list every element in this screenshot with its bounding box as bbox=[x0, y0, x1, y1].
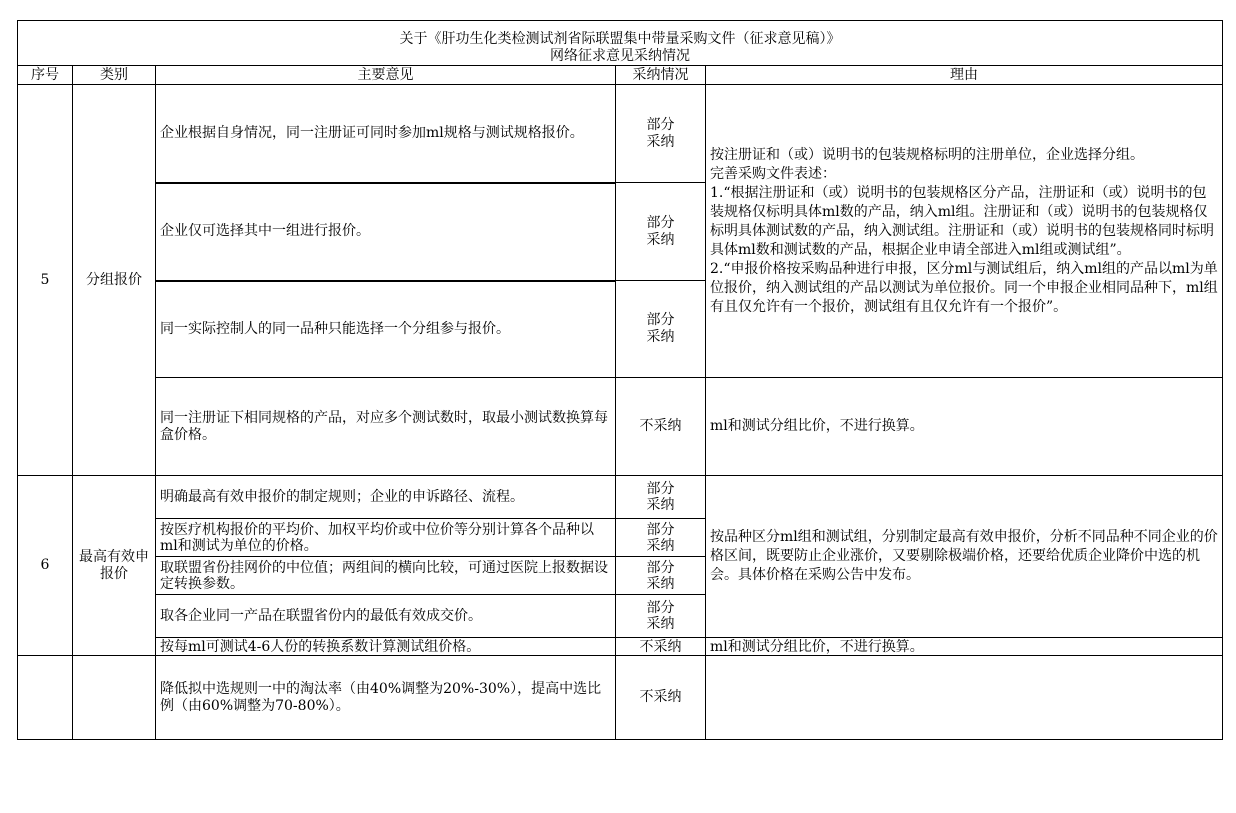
table-title bbox=[18, 21, 1223, 66]
reason-cell bbox=[706, 656, 1223, 740]
opinion-cell: 按医疗机构报价的平均价、加权平均价或中位价等分别计算各个品种以ml和测试为单位的价格。 bbox=[156, 519, 616, 557]
status-cell: 部分 采纳 bbox=[616, 595, 706, 638]
status-cell: 部分 采纳 bbox=[616, 476, 706, 519]
opinion-cell: 取各企业同一产品在联盟省份内的最低有效成交价。 bbox=[156, 595, 616, 638]
reason-paragraph: 2.“申报价格按采购品种进行申报，区分ml与测试组后，纳入ml组的产品以ml为单位报价，纳入测试组的产品以测试为单位报价。同一个申报企业相同品种下，ml组有且仅允许有一个报价，测试组有且仅允许有一个报价”。 bbox=[710, 260, 1218, 315]
opinion-cell: 同一实际控制人的同一品种只能选择一个分组参与报价。 bbox=[156, 281, 616, 378]
reason-paragraph: 完善采购文件表述： bbox=[710, 165, 836, 182]
status-cell: 部分 采纳 bbox=[616, 557, 706, 595]
reason-cell: 按品种区分ml组和测试组，分别制定最高有效申报价，分析不同品种不同企业的价格区间，既要防止企业涨价，又要剔除极端价格，还要给优质企业降价中选的机会。具体价格在采购公告中发布。 bbox=[706, 476, 1223, 638]
status-cell: 不采纳 bbox=[616, 638, 706, 656]
status-cell: 部分 采纳 bbox=[616, 519, 706, 557]
opinion-cell: 同一注册证下相同规格的产品，对应多个测试数时，取最小测试数换算每盒价格。 bbox=[156, 378, 616, 476]
opinion-cell: 企业仅可选择其中一组进行报价。 bbox=[156, 183, 616, 281]
row-number: 6 bbox=[18, 476, 73, 656]
row-number bbox=[18, 656, 73, 740]
category-cell: 分组报价 bbox=[73, 85, 156, 476]
opinion-cell: 按每ml可测试4-6人份的转换系数计算测试组价格。 bbox=[156, 638, 616, 656]
status-cell: 部分 采纳 bbox=[616, 183, 706, 281]
reason-cell: ml和测试分组比价，不进行换算。 bbox=[706, 378, 1223, 476]
title-line-1: 关于《肝功生化类检测试剂省际联盟集中带量采购文件（征求意见稿）》 bbox=[399, 31, 841, 47]
category-cell bbox=[73, 656, 156, 740]
opinion-cell: 明确最高有效申报价的制定规则；企业的申诉路径、流程。 bbox=[156, 476, 616, 519]
header-category: 类别 bbox=[73, 66, 156, 85]
category-cell: 最高有效申报价 bbox=[73, 476, 156, 656]
reason-paragraph: 按注册证和（或）说明书的包装规格标明的注册单位，企业选择分组。 bbox=[710, 146, 1144, 163]
header-opinion: 主要意见 bbox=[156, 66, 616, 85]
opinion-cell: 取联盟省份挂网价的中位值；两组间的横向比较，可通过医院上报数据设定转换参数。 bbox=[156, 557, 616, 595]
reason-cell: ml和测试分组比价，不进行换算。 bbox=[706, 638, 1223, 656]
status-cell: 部分 采纳 bbox=[616, 281, 706, 378]
reason-cell bbox=[706, 85, 1223, 378]
opinion-cell: 降低拟中选规则一中的淘汰率（由40%调整为20%-30%），提高中选比例（由60%调整为70-80%）。 bbox=[156, 656, 616, 740]
header-no: 序号 bbox=[18, 66, 73, 85]
status-cell: 不采纳 bbox=[616, 656, 706, 740]
row-number: 5 bbox=[18, 85, 73, 476]
opinion-table bbox=[17, 20, 1223, 740]
status-cell: 不采纳 bbox=[616, 378, 706, 476]
status-cell: 部分 采纳 bbox=[616, 85, 706, 183]
header-status: 采纳情况 bbox=[616, 66, 706, 85]
title-line-2: 网络征求意见采纳情况 bbox=[550, 48, 691, 64]
opinion-cell: 企业根据自身情况，同一注册证可同时参加ml规格与测试规格报价。 bbox=[156, 85, 616, 183]
reason-paragraph: 1.“根据注册证和（或）说明书的包装规格区分产品，注册证和（或）说明书的包装规格仅标明具体ml数的产品，纳入ml组。注册证和（或）说明书的包装规格仅标明具体测试数的产品，纳入测试组。注册证和（或）说明书的包装规格同时标明具体ml数和测试数的产品，根据企业申请全部进入ml组或测试组”。 bbox=[710, 184, 1214, 258]
header-reason: 理由 bbox=[706, 66, 1223, 85]
opinion-table-sheet bbox=[17, 20, 1222, 740]
